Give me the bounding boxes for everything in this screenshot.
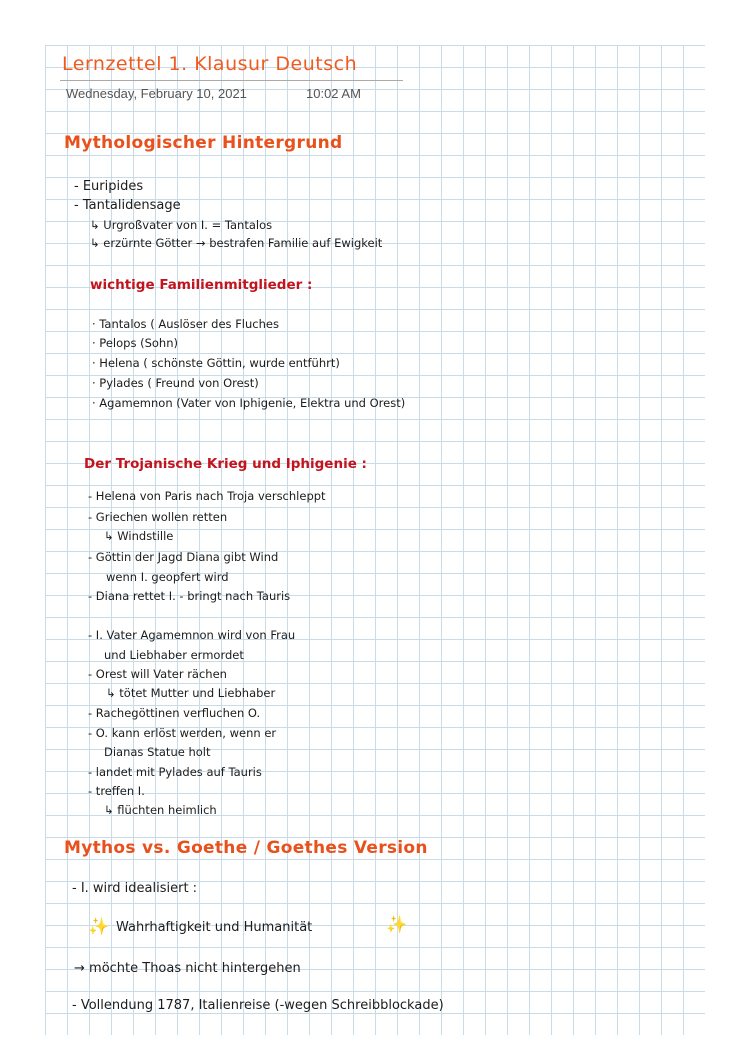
sparkle-icon: ✨ <box>386 915 408 935</box>
list-item: → möchte Thoas nicht hintergehen <box>74 961 301 976</box>
list-item: - Orest will Vater rächen <box>88 667 227 681</box>
list-item: - Rachegöttinen verfluchen O. <box>88 706 261 720</box>
list-item: - Helena von Paris nach Troja verschleppt <box>88 489 326 503</box>
family-item: · Tantalos ( Auslöser des Fluches <box>92 317 279 331</box>
list-item: - Tantalidensage <box>74 198 181 213</box>
list-item: ↳ tötet Mutter und Liebhaber <box>106 686 276 700</box>
note-date: Wednesday, February 10, 2021 <box>66 86 247 101</box>
list-item: ↳ Urgroßvater von I. = Tantalos <box>90 218 273 232</box>
sparkle-icon: ✨ <box>88 917 110 937</box>
list-item: ↳ erzürnte Götter → bestrafen Familie auf Ewigkeit <box>90 236 383 250</box>
list-item: wenn I. geopfert wird <box>106 570 229 584</box>
family-item: · Pylades ( Freund von Orest) <box>92 376 259 390</box>
list-item: - Euripides <box>74 179 144 194</box>
list-item: - Griechen wollen retten <box>88 510 228 524</box>
list-item: - I. Vater Agamemnon wird von Frau <box>88 628 296 642</box>
list-item: Wahrhaftigkeit und Humanität <box>116 920 313 935</box>
family-item: · Agamemnon (Vater von Iphigenie, Elektra und Orest) <box>92 396 406 410</box>
section-heading-trojan-war: Der Trojanische Krieg und Iphigenie : <box>84 456 367 472</box>
list-item: ↳ Windstille <box>104 529 174 543</box>
family-item: · Helena ( schönste Göttin, wurde entführt) <box>92 356 340 370</box>
list-item: - landet mit Pylades auf Tauris <box>88 765 262 779</box>
list-item: - Göttin der Jagd Diana gibt Wind <box>88 550 279 564</box>
note-time: 10:02 AM <box>306 86 361 101</box>
list-item: - Vollendung 1787, Italienreise (-wegen Schreibblockade) <box>72 998 444 1013</box>
list-item: - Diana rettet I. - bringt nach Tauris <box>88 589 291 603</box>
title-underline <box>60 80 403 81</box>
family-item: · Pelops (Sohn) <box>92 336 178 350</box>
section-heading-goethe: Mythos vs. Goethe / Goethes Version <box>64 838 428 858</box>
list-item: und Liebhaber ermordet <box>104 648 244 662</box>
section-heading-mythology: Mythologischer Hintergrund <box>64 133 343 153</box>
list-item: ↳ flüchten heimlich <box>104 803 217 817</box>
list-item: Dianas Statue holt <box>104 745 211 759</box>
list-item: - treffen I. <box>88 784 145 798</box>
list-item: - O. kann erlöst werden, wenn er <box>88 726 277 740</box>
family-heading: wichtige Familienmitglieder : <box>90 277 313 293</box>
list-item: - I. wird idealisiert : <box>72 881 198 896</box>
note-title[interactable]: Lernzettel 1. Klausur Deutsch <box>62 53 358 75</box>
